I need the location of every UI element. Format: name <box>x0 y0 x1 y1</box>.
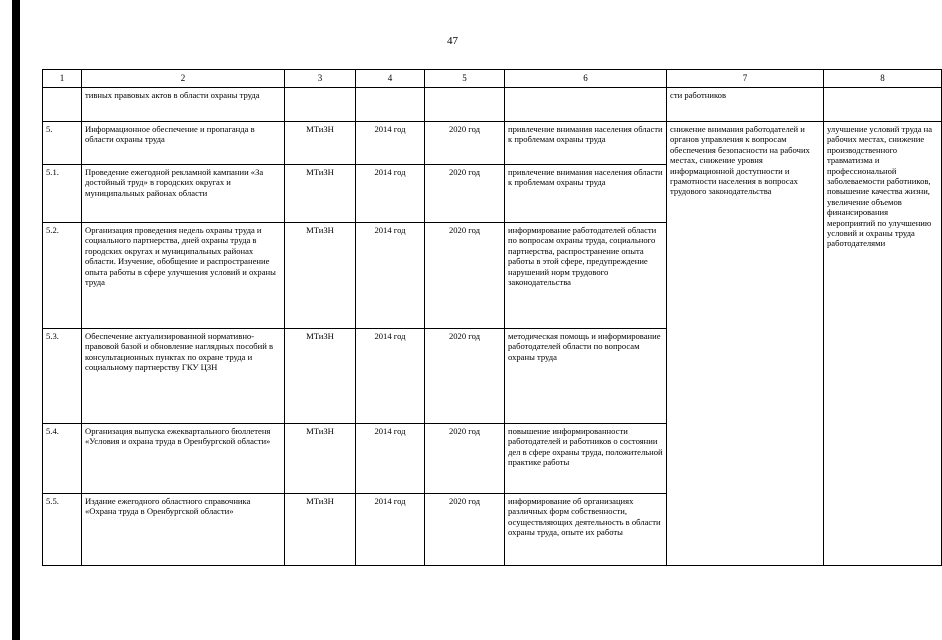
cell-end: 2020 год <box>425 223 505 329</box>
cell-result: привлечение внимания населения области к проблемам охраны труда <box>505 165 667 223</box>
cell-num: 5.1. <box>43 165 82 223</box>
cell-empty <box>43 88 82 122</box>
cell-num: 5.5. <box>43 494 82 566</box>
cell-num: 5.4. <box>43 424 82 494</box>
cell-executor: МТиЗН <box>285 223 356 329</box>
cell-name: Организация выпуска ежеквартального бюллетеня «Условия и охрана труда в Оренбургской области» <box>82 424 285 494</box>
cell-start: 2014 год <box>356 122 425 165</box>
cell-end: 2020 год <box>425 165 505 223</box>
cell-risk-merged: снижение внимания работодателей и органов управления к вопросам обеспечения безопасности на рабочих местах, снижение уровня информационной доступности и грамотности населения в вопросах трудового законодательства <box>667 122 824 566</box>
header-cell: 8 <box>824 70 942 88</box>
cell-start: 2014 год <box>356 329 425 424</box>
header-cell: 3 <box>285 70 356 88</box>
header-cell: 1 <box>43 70 82 88</box>
table-row-continuation <box>43 88 942 122</box>
cell-risk: сти работников <box>667 88 824 122</box>
cell-empty <box>356 88 425 122</box>
cell-end: 2020 год <box>425 329 505 424</box>
cell-end: 2020 год <box>425 424 505 494</box>
cell-name: Проведение ежегодной рекламной кампании «За достойный труд» в городских округах и муниципальных районах области <box>82 165 285 223</box>
cell-num: 5. <box>43 122 82 165</box>
cell-start: 2014 год <box>356 494 425 566</box>
cell-empty <box>425 88 505 122</box>
cell-name: Организация проведения недель охраны труда и социального партнерства, дней охраны труда в городских округах и муниципальных районах области. Изучение, обобщение и распространение опыта работы в сфере улучшения условий и охраны труда <box>82 223 285 329</box>
page-number: 47 <box>447 35 458 47</box>
cell-executor: МТиЗН <box>285 122 356 165</box>
cell-start: 2014 год <box>356 165 425 223</box>
cell-num: 5.2. <box>43 223 82 329</box>
measures-table <box>42 69 942 566</box>
header-cell: 7 <box>667 70 824 88</box>
cell-executor: МТиЗН <box>285 494 356 566</box>
table-row <box>43 122 942 165</box>
header-row <box>43 70 942 88</box>
cell-executor: МТиЗН <box>285 424 356 494</box>
cell-result: привлечение внимания населения области к проблемам охраны труда <box>505 122 667 165</box>
cell-result: повышение информированности работодателей и работников о состоянии дел в сфере охраны труда, положительной практике работы <box>505 424 667 494</box>
cell-start: 2014 год <box>356 223 425 329</box>
cell-end: 2020 год <box>425 494 505 566</box>
cell-num: 5.3. <box>43 329 82 424</box>
cell-empty <box>285 88 356 122</box>
cell-end: 2020 год <box>425 122 505 165</box>
header-cell: 6 <box>505 70 667 88</box>
header-cell: 5 <box>425 70 505 88</box>
header-cell: 4 <box>356 70 425 88</box>
cell-executor: МТиЗН <box>285 329 356 424</box>
cell-result: методическая помощь и информирование работодателей области по вопросам охраны труда <box>505 329 667 424</box>
cell-empty <box>505 88 667 122</box>
cell-start: 2014 год <box>356 424 425 494</box>
cell-result: информирование работодателей области по вопросам охраны труда, социального партнерства, распространение опыта работы в этой сфере, предупреждение нарушений норм трудового законодательства <box>505 223 667 329</box>
scan-edge-bar <box>12 0 20 640</box>
cell-result: информирование об организациях различных форм собственности, осуществляющих деятельность в области охраны труда, опыте их работы <box>505 494 667 566</box>
cell-name: Информационное обеспечение и пропаганда в области охраны труда <box>82 122 285 165</box>
cell-name: тивных правовых актов в области охраны труда <box>82 88 285 122</box>
cell-name: Обеспечение актуализированной нормативно-правовой базой и обновление наглядных пособий в консультационных пунктах по охране труда и социальному партнерству ГКУ ЦЗН <box>82 329 285 424</box>
cell-name: Издание ежегодного областного справочника «Охрана труда в Оренбургской области» <box>82 494 285 566</box>
header-cell: 2 <box>82 70 285 88</box>
cell-executor: МТиЗН <box>285 165 356 223</box>
cell-indicators-merged: улучшение условий труда на рабочих местах, снижение производственного травматизма и профессиональной заболеваемости работников, повышение качества жизни, увеличение объемов финансирования мероприятий по улучшению условий и охраны труда работодателями <box>824 122 942 566</box>
cell-empty <box>824 88 942 122</box>
